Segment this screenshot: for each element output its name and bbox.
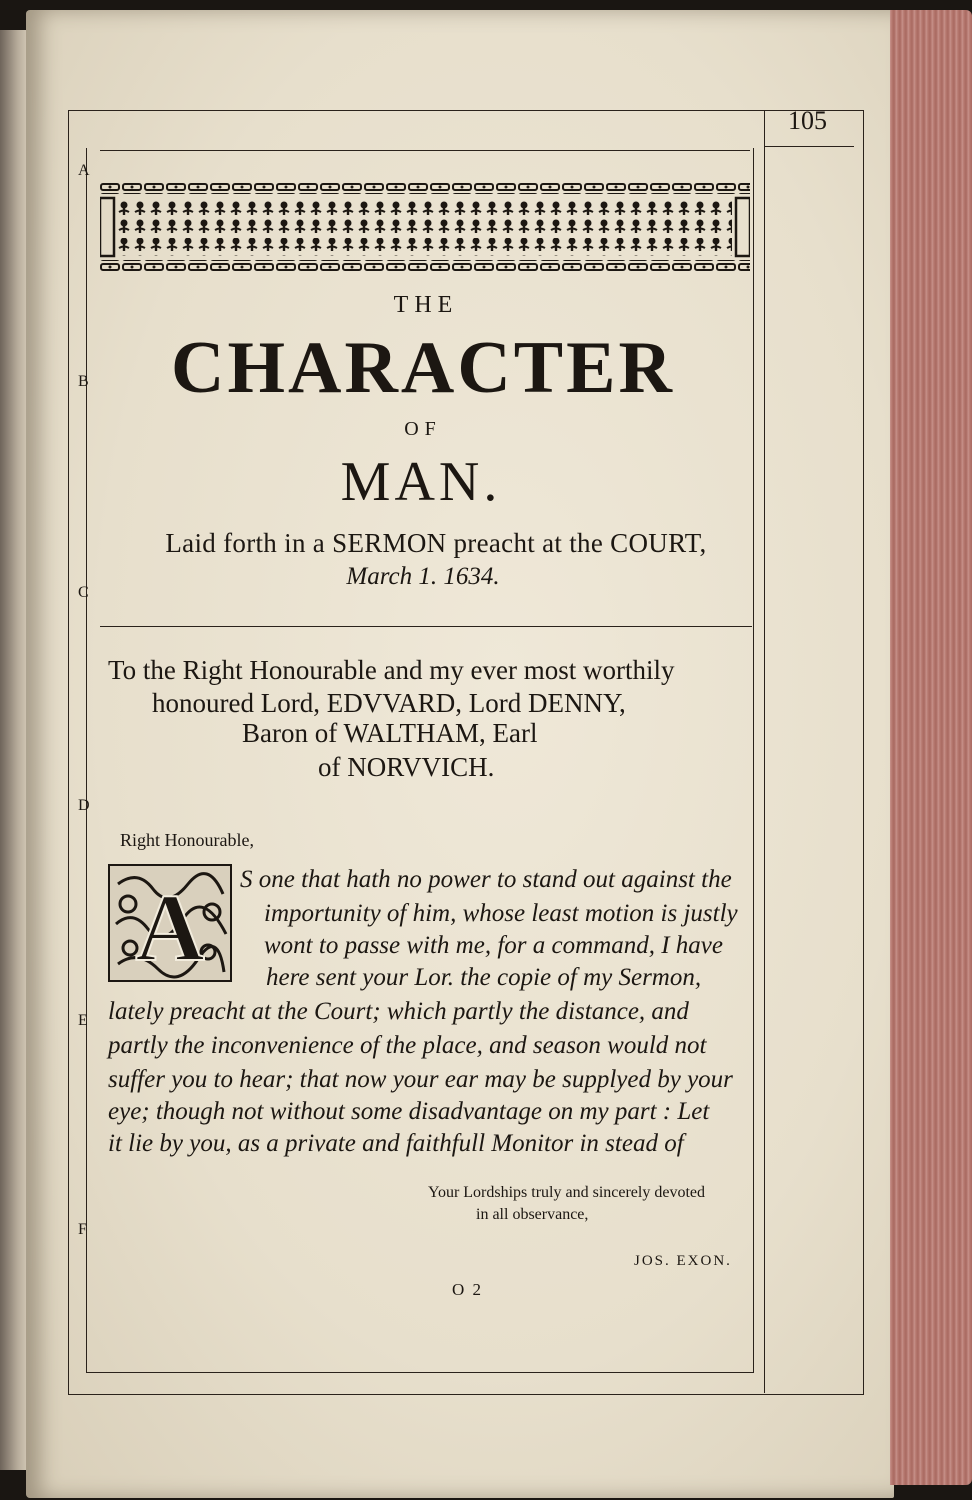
margin-letter: B: [78, 373, 89, 390]
closing-line: Your Lordships truly and sincerely devoted: [428, 1184, 705, 1201]
title-man: MAN.: [340, 451, 502, 513]
body-line: partly the inconvenience of the place, and season would not: [108, 1032, 707, 1059]
signer-name: JOS. EXON.: [634, 1253, 732, 1269]
dedication-line: To the Right Honourable and my ever most worthily: [108, 655, 675, 685]
dedication-line: honoured Lord, EDVVARD, Lord DENNY,: [152, 688, 626, 718]
title-of: OF: [404, 418, 442, 440]
body-line: importunity of him, whose least motion is justly: [264, 900, 738, 927]
page-number-rule: [764, 146, 854, 147]
page-block-edge: [890, 10, 972, 1485]
section-rule: [100, 626, 752, 627]
margin-letter: D: [78, 797, 90, 814]
subtitle: Laid forth in a SERMON preacht at the COURT,: [165, 528, 707, 558]
top-rule: [100, 150, 750, 151]
margin-letter: A: [78, 162, 90, 179]
body-line: wont to passe with me, for a command, I have: [264, 932, 723, 959]
dedication-line: Baron of WALTHAM, Earl: [242, 718, 538, 748]
margin-letter: E: [78, 1012, 88, 1029]
salutation: Right Honourable,: [120, 830, 254, 850]
body-line: S one that hath no power to stand out against the: [240, 866, 732, 893]
body-line: it lie by you, as a private and faithfull Monitor in stead of: [108, 1130, 684, 1157]
dedication-line: of NORVVICH.: [318, 752, 495, 782]
title-character: CHARACTER: [171, 327, 675, 409]
closing-line: in all observance,: [476, 1206, 589, 1223]
margin-letter: C: [78, 584, 89, 601]
decorated-initial: [108, 864, 232, 982]
page-number: 105: [788, 106, 827, 135]
body-line: suffer you to hear; that now your ear may be supplyed by your: [108, 1066, 733, 1093]
body-line: eye; though not without some disadvantage on my part : Let: [108, 1098, 710, 1125]
body-line: here sent your Lor. the copie of my Sermon,: [266, 964, 702, 991]
margin-letter: F: [78, 1221, 87, 1238]
signature-mark: O 2: [452, 1280, 484, 1299]
drop-cap-letter: A: [135, 874, 205, 981]
sermon-date: March 1. 1634.: [346, 563, 500, 590]
title-the: THE: [393, 292, 459, 318]
body-line: lately preacht at the Court; which partly the distance, and: [108, 998, 689, 1025]
headpiece-ornament: [100, 182, 750, 272]
